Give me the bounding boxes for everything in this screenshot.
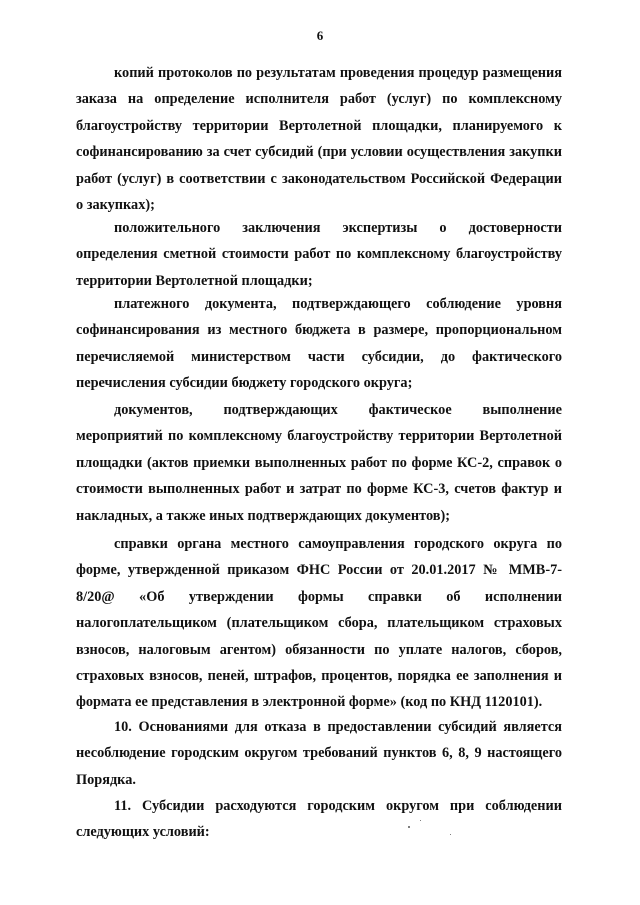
paragraph-expert-conclusion: положительного заключения экспертизы о достоверности определения сметной стоимости работ по комплексному благоустройству территории Вертолетной площадки;: [76, 220, 562, 289]
paragraph-confirming-documents: документов, подтверждающих фактическое выполнение мероприятий по комплексному благоустройству территории Вертолетной площадки (актов приемки выполненных работ по форме КС-2, справок о стоимости выполненных работ и затрат по форме КС-3, счетов фактур и накладных, а также иных подтверждающих документов);: [76, 402, 562, 524]
page-number: 6: [316, 28, 324, 43]
scan-speck: [408, 826, 410, 828]
scan-speck: [420, 820, 421, 821]
paragraph-tax-certificate: справки органа местного самоуправления городского округа по форме, утвержденной приказом ФНС России от 20.01.2017 № ММВ-7-8/20@ «Об утверждении формы справки об исполнении налогоплательщиком (плательщиком сбора, плательщиком страховых взносов, налоговым агентом) обязанности по уплате налогов, сборов, страховых взносов, пеней, штрафов, процентов, порядка ее заполнения и формата ее представления в электронной форме» (код по КНД 1120101).: [76, 536, 562, 711]
scan-speck: [450, 834, 451, 835]
paragraph-item-10: 10. Основаниями для отказа в предоставлении субсидий является несоблюдение городским округом требований пунктов 6, 8, 9 настоящего Порядка.: [76, 719, 562, 788]
paragraph-payment-document: платежного документа, подтверждающего соблюдение уровня софинансирования из местного бюджета в размере, пропорциональном перечисляемой министерством части субсидии, до фактического перечисления субсидии бюджету городского округа;: [76, 296, 562, 392]
paragraph-item-11: 11. Субсидии расходуются городским округом при соблюдении следующих условий:: [76, 798, 562, 841]
paragraph-protocol-copies: копий протоколов по результатам проведения процедур размещения заказа на определение исполнителя работ (услуг) по комплексному благоустройству территории Вертолетной площадки, планируемого к софинансированию за счет субсидий (при условии осуществления закупки работ (услуг) в соответствии с законодательством Российской Федерации о закупках);: [76, 65, 562, 214]
